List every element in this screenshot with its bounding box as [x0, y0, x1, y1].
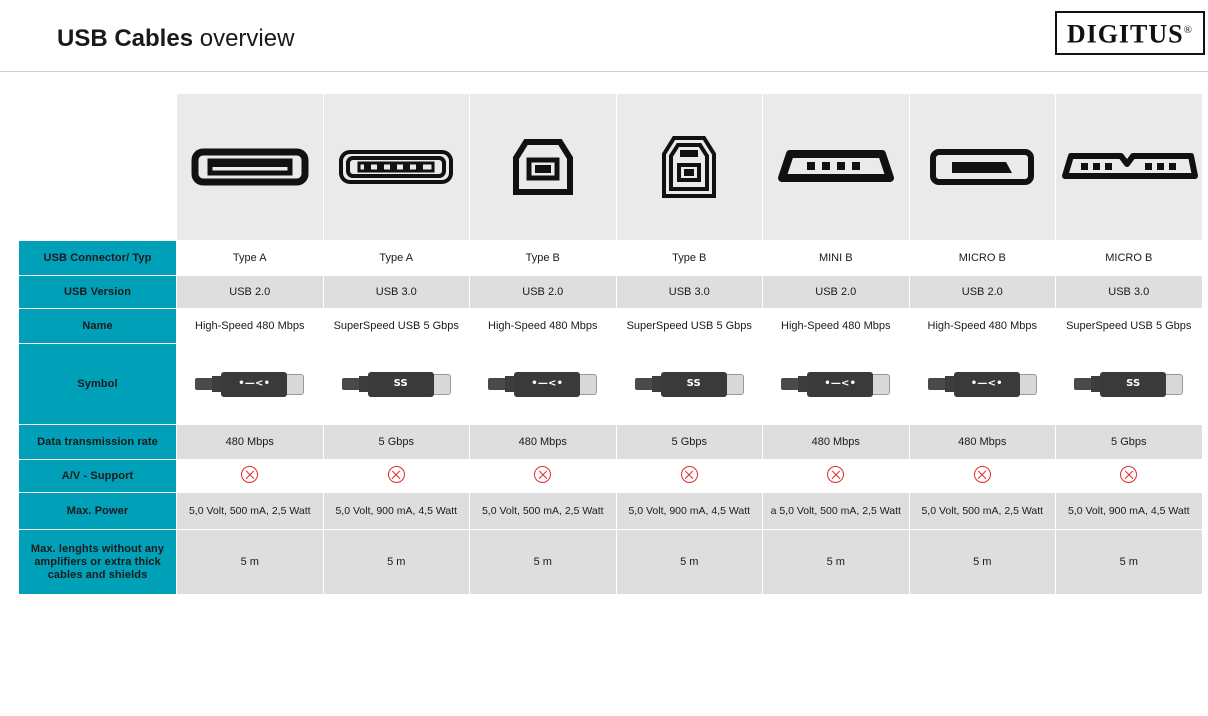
- cell-power-4: 5,0 Volt, 900 mA, 4,5 Watt: [616, 493, 763, 530]
- cell-symbol-7: [1056, 344, 1203, 425]
- plug-body: [807, 372, 873, 397]
- usb-micro-b-2-0-icon: [763, 94, 909, 240]
- pictogram-cell-1: [177, 94, 324, 241]
- table-row-av-support: [19, 460, 1203, 493]
- usb-type-b-2-0-icon: [470, 94, 616, 240]
- logo-registered-mark: ®: [1183, 24, 1193, 36]
- usb-plug-symbol-7: [1056, 344, 1202, 424]
- logo-text: DIGITUS: [1066, 19, 1184, 49]
- cell-av-6: [909, 460, 1056, 493]
- usb-plug-symbol-4: [617, 344, 763, 424]
- cell-version-7: USB 3.0: [1056, 276, 1203, 309]
- plug-graphic: [488, 372, 597, 397]
- pictogram-cell-2: [323, 94, 470, 241]
- plug-graphic: [781, 372, 890, 397]
- cell-rate-2: 5 Gbps: [323, 425, 470, 460]
- cell-rate-6: 480 Mbps: [909, 425, 1056, 460]
- cell-name-7: SuperSpeed USB 5 Gbps: [1056, 309, 1203, 344]
- cell-power-7: 5,0 Volt, 900 mA, 4,5 Watt: [1056, 493, 1203, 530]
- plug-cable: [195, 378, 212, 390]
- plug-head: [579, 374, 597, 395]
- cell-name-6: High-Speed 480 Mbps: [909, 309, 1056, 344]
- pictogram-cell-7: [1056, 94, 1203, 241]
- cell-name-5: High-Speed 480 Mbps: [763, 309, 910, 344]
- usb-comparison-table-wrapper: [18, 94, 1202, 595]
- plug-cable: [342, 378, 359, 390]
- plug-neck: [212, 376, 221, 392]
- cell-power-1: 5,0 Volt, 500 mA, 2,5 Watt: [177, 493, 324, 530]
- plug-head: [286, 374, 304, 395]
- cell-version-2: USB 3.0: [323, 276, 470, 309]
- cell-symbol-5: [763, 344, 910, 425]
- row-label-av-support: A/V - Support: [19, 460, 177, 493]
- digitus-logo: [1055, 11, 1205, 55]
- cell-name-1: High-Speed 480 Mbps: [177, 309, 324, 344]
- cell-name-3: High-Speed 480 Mbps: [470, 309, 617, 344]
- superspeed-icon: SS: [686, 378, 701, 389]
- usb-mini-b-2-0-icon: [910, 94, 1056, 240]
- plug-head: [872, 374, 890, 395]
- usb-type-a-2-0-icon: [177, 94, 323, 240]
- cell-length-1: 5 m: [177, 530, 324, 595]
- plug-body: [954, 372, 1020, 397]
- cell-version-1: USB 2.0: [177, 276, 324, 309]
- plug-neck: [505, 376, 514, 392]
- cell-rate-3: 480 Mbps: [470, 425, 617, 460]
- plug-body: [368, 372, 434, 397]
- usb-plug-symbol-6: [910, 344, 1056, 424]
- plug-graphic: [195, 372, 304, 397]
- usb-type-a-3-0-icon: [324, 94, 470, 240]
- plug-cable: [781, 378, 798, 390]
- cell-power-2: 5,0 Volt, 900 mA, 4,5 Watt: [323, 493, 470, 530]
- table-row-name: [19, 309, 1203, 344]
- cell-connector-7: MICRO B: [1056, 241, 1203, 276]
- cell-connector-3: Type B: [470, 241, 617, 276]
- row-label-power: Max. Power: [19, 493, 177, 530]
- plug-graphic: [1074, 372, 1183, 397]
- cell-connector-6: MICRO B: [909, 241, 1056, 276]
- plug-head: [1019, 374, 1037, 395]
- plug-cable: [1074, 378, 1091, 390]
- cell-symbol-6: [909, 344, 1056, 425]
- table-row-version: [19, 276, 1203, 309]
- pictogram-cell-4: [616, 94, 763, 241]
- cell-version-4: USB 3.0: [616, 276, 763, 309]
- cell-power-3: 5,0 Volt, 500 mA, 2,5 Watt: [470, 493, 617, 530]
- cell-av-5: [763, 460, 910, 493]
- table-corner-cell: [19, 94, 177, 241]
- plug-cable: [488, 378, 505, 390]
- cell-symbol-4: [616, 344, 763, 425]
- plug-graphic: [928, 372, 1037, 397]
- page-title-rest: overview: [193, 25, 295, 52]
- page-title: [57, 24, 294, 54]
- usb-type-b-3-0-icon: [617, 94, 763, 240]
- table-row-rate: [19, 425, 1203, 460]
- no-support-icon: [1120, 466, 1137, 483]
- plug-body: [514, 372, 580, 397]
- plug-body: [221, 372, 287, 397]
- table-row-symbol: [19, 344, 1203, 425]
- cell-connector-5: MINI B: [763, 241, 910, 276]
- cell-rate-1: 480 Mbps: [177, 425, 324, 460]
- cell-connector-2: Type A: [323, 241, 470, 276]
- pictogram-cell-5: [763, 94, 910, 241]
- plug-neck: [798, 376, 807, 392]
- usb-trident-icon: •—<•: [238, 378, 271, 389]
- cell-length-5: 5 m: [763, 530, 910, 595]
- cell-rate-5: 480 Mbps: [763, 425, 910, 460]
- cell-rate-4: 5 Gbps: [616, 425, 763, 460]
- pictogram-cell-6: [909, 94, 1056, 241]
- superspeed-icon: SS: [1126, 378, 1141, 389]
- row-label-rate: Data transmission rate: [19, 425, 177, 460]
- cell-name-2: SuperSpeed USB 5 Gbps: [323, 309, 470, 344]
- row-label-symbol: Symbol: [19, 344, 177, 425]
- cell-length-7: 5 m: [1056, 530, 1203, 595]
- cell-connector-1: Type A: [177, 241, 324, 276]
- plug-head: [433, 374, 451, 395]
- plug-graphic: [342, 372, 451, 397]
- cell-symbol-1: [177, 344, 324, 425]
- superspeed-icon: SS: [393, 378, 408, 389]
- row-label-length: Max. lenghts without any amplifiers or extra thick cables and shields: [19, 530, 177, 595]
- usb-trident-icon: •—<•: [970, 378, 1003, 389]
- table-row-power: [19, 493, 1203, 530]
- cell-length-2: 5 m: [323, 530, 470, 595]
- usb-comparison-table: [18, 94, 1203, 595]
- cell-symbol-3: [470, 344, 617, 425]
- plug-graphic: [635, 372, 744, 397]
- usb-plug-symbol-5: [763, 344, 909, 424]
- cell-av-1: [177, 460, 324, 493]
- cell-version-6: USB 2.0: [909, 276, 1056, 309]
- plug-neck: [652, 376, 661, 392]
- no-support-icon: [534, 466, 551, 483]
- cell-av-4: [616, 460, 763, 493]
- usb-plug-symbol-1: [177, 344, 323, 424]
- cell-power-5: a 5,0 Volt, 500 mA, 2,5 Watt: [763, 493, 910, 530]
- cell-name-4: SuperSpeed USB 5 Gbps: [616, 309, 763, 344]
- page-header: [0, 0, 1208, 72]
- cell-symbol-2: [323, 344, 470, 425]
- table-row-connector: [19, 241, 1203, 276]
- header-divider: [0, 71, 1208, 72]
- cell-rate-7: 5 Gbps: [1056, 425, 1203, 460]
- cell-av-3: [470, 460, 617, 493]
- plug-head: [726, 374, 744, 395]
- plug-body: [1100, 372, 1166, 397]
- row-label-name: Name: [19, 309, 177, 344]
- usb-trident-icon: •—<•: [824, 378, 857, 389]
- plug-head: [1165, 374, 1183, 395]
- table-row-length: [19, 530, 1203, 595]
- cell-length-4: 5 m: [616, 530, 763, 595]
- no-support-icon: [388, 466, 405, 483]
- cell-av-2: [323, 460, 470, 493]
- usb-trident-icon: •—<•: [531, 378, 564, 389]
- cell-version-3: USB 2.0: [470, 276, 617, 309]
- table-row-pictograms: [19, 94, 1203, 241]
- row-label-connector: USB Connector/ Typ: [19, 241, 177, 276]
- pictogram-cell-3: [470, 94, 617, 241]
- no-support-icon: [681, 466, 698, 483]
- usb-plug-symbol-3: [470, 344, 616, 424]
- plug-neck: [945, 376, 954, 392]
- page-title-bold: USB Cables: [57, 25, 194, 52]
- plug-cable: [928, 378, 945, 390]
- cell-length-6: 5 m: [909, 530, 1056, 595]
- no-support-icon: [974, 466, 991, 483]
- plug-cable: [635, 378, 652, 390]
- plug-body: [661, 372, 727, 397]
- cell-power-6: 5,0 Volt, 500 mA, 2,5 Watt: [909, 493, 1056, 530]
- no-support-icon: [241, 466, 258, 483]
- cell-connector-4: Type B: [616, 241, 763, 276]
- cell-length-3: 5 m: [470, 530, 617, 595]
- cell-version-5: USB 2.0: [763, 276, 910, 309]
- plug-neck: [1091, 376, 1100, 392]
- usb-plug-symbol-2: [324, 344, 470, 424]
- row-label-version: USB Version: [19, 276, 177, 309]
- usb-micro-b-3-0-icon: [1056, 94, 1202, 240]
- no-support-icon: [827, 466, 844, 483]
- cell-av-7: [1056, 460, 1203, 493]
- plug-neck: [359, 376, 368, 392]
